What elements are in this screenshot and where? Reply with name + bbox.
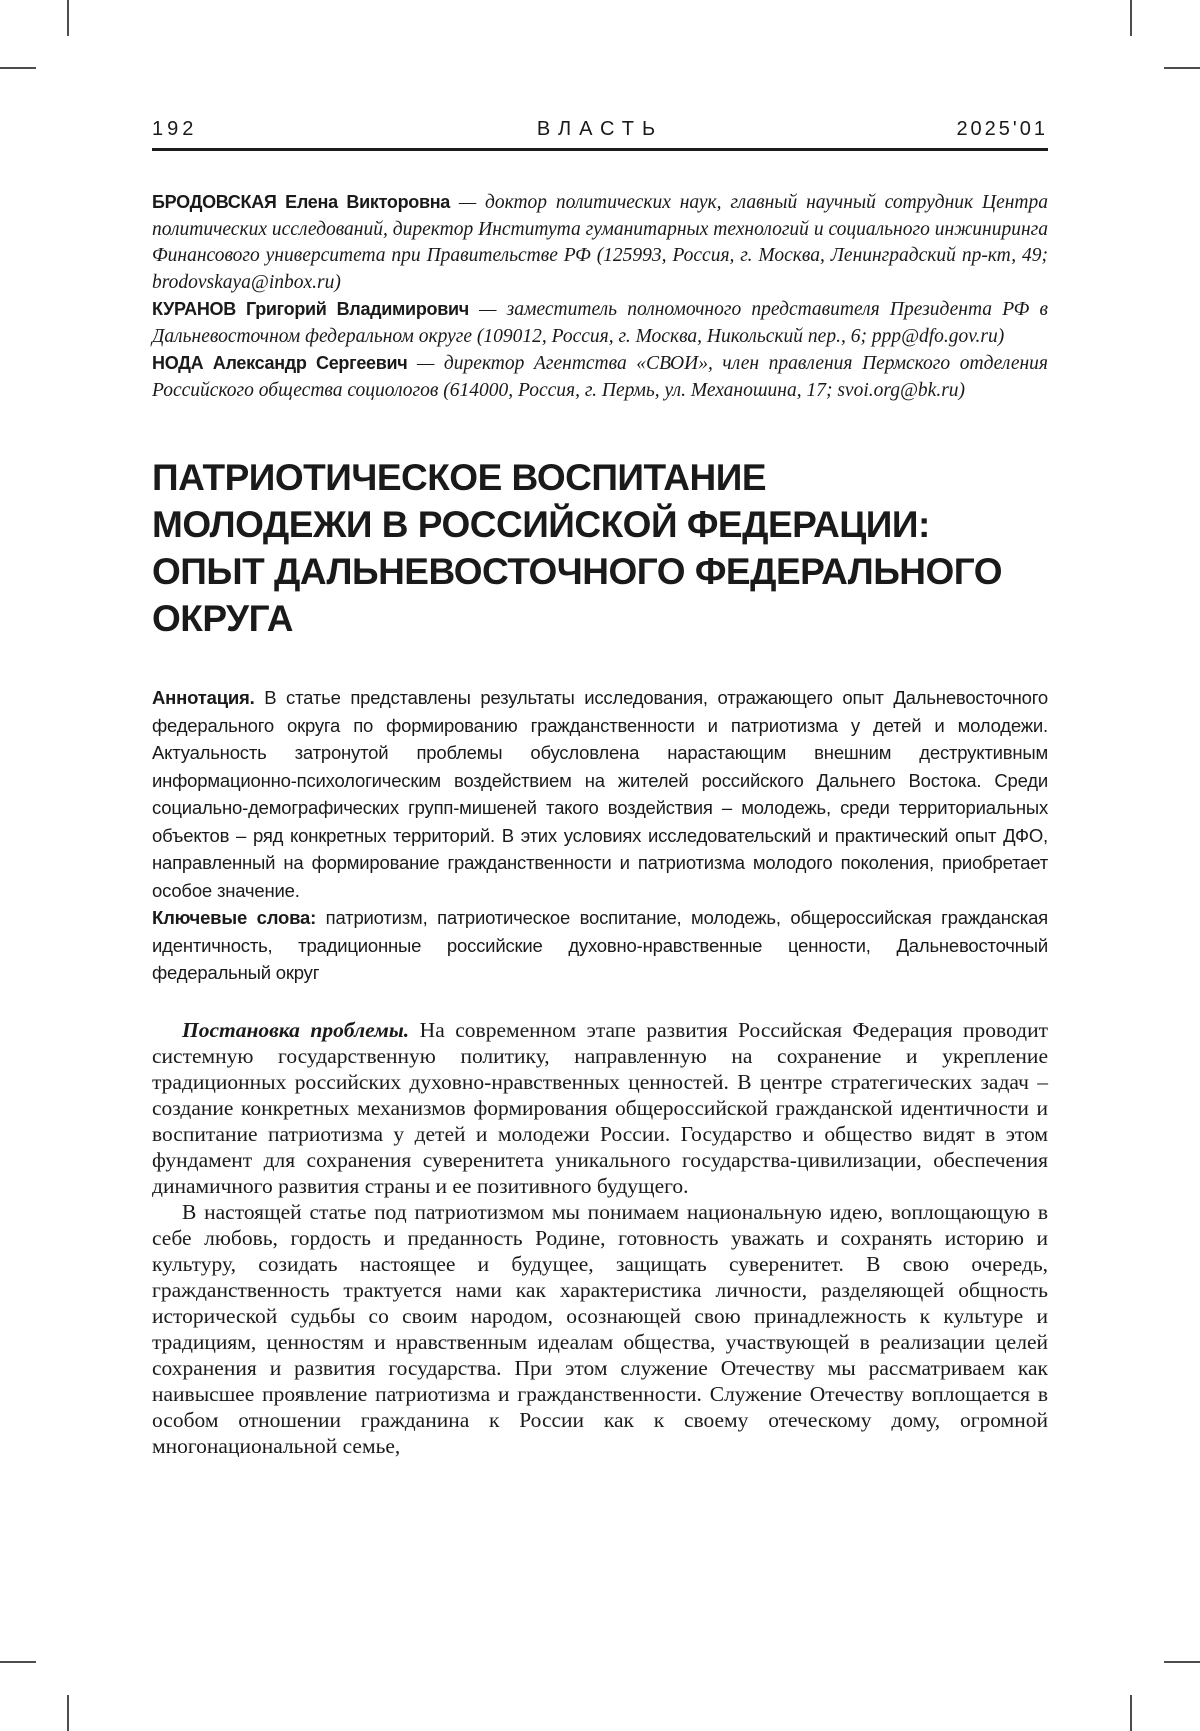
paragraph-text: На современном этапе развития Российская Федерация проводит системную государственную политику, направленную на сохранение и укрепление традиционных российских духовно-нравственных ценностей. В центре стратегических задач – создание конкретных механизмов формирования общероссийской гражданской идентичности и воспитание патриотизма у детей и молодежи России. Государство и общество видят в этом фундамент для сохранения суверенитета уникального государства-цивилизации, обеспечения динамичного развития страны и ее позитивного будущего. (152, 1017, 1048, 1198)
paragraph-text: В настоящей статье под патриотизмом мы понимаем национальную идею, воплощающую в себе любовь, гордость и преданность Родине, готовность уважать и сохранять историю и культуру, созидать настоящее и будущее, защищать суверенитет. В свою очередь, гражданственность трактуется нами как характеристика личности, разделяющей общность исторической судьбы со своим народом, осознающей свою принадлежность к культуре и традициям, ценностям и нравственным идеалам общества, участвующей в реализации целей сохранения и развития государства. При этом служение Отечеству мы рассматриваем как наивысшее проявление патриотизма и гражданственности. Служение Отечеству воплощается в особом отношении гражданина к России как к своему отеческому дому, огромной многонациональной семье, (152, 1199, 1048, 1458)
keywords-paragraph (152, 904, 1048, 987)
article-body (152, 1017, 1048, 1459)
crop-mark-top-left-vertical (67, 0, 69, 36)
crop-mark-top-right-horizontal (1164, 67, 1200, 69)
body-paragraph (152, 1017, 1048, 1199)
abstract-text: В статье представлены результаты исследования, отражающего опыт Дальневосточного федерального округа по формированию гражданственности и патриотизма у детей и молодежи. Актуальность затронутой проблемы обусловлена нарастающим внешним деструктивным информационно-психологическим воздействием на жителей российского Дальнего Востока. Среди социально-демографических групп-мишеней такого воздействия – молодежь, среди территориальных объектов – ряд конкретных территорий. В этих условиях исследовательский и практический опыт ДФО, направленный на формирование гражданственности и патриотизма молодого поколения, приобретает особое значение. (152, 687, 1048, 901)
keywords-label: Ключевые слова: (152, 907, 317, 928)
author-bio: — заместитель полномочного представителя Президента РФ в Дальневосточном федеральном округе (109012, Россия, г. Москва, Никольский пер., 6; ppp@dfo.gov.ru) (152, 299, 1048, 347)
paragraph-lead: Постановка проблемы. (182, 1017, 410, 1042)
page-content (152, 0, 1048, 1459)
abstract-paragraph (152, 684, 1048, 904)
crop-mark-bottom-right-horizontal (1164, 1661, 1200, 1663)
author-name: БРОДОВСКАЯ Елена Викторовна (152, 192, 451, 212)
abstract-label: Аннотация. (152, 687, 255, 708)
issue-number: 2025'01 (956, 118, 1048, 140)
keywords-text: патриотизм, патриотическое воспитание, молодежь, общероссийская гражданская идентичность, традиционные российские духовно-нравственные ценности, Дальневосточный федеральный округ (152, 907, 1048, 983)
crop-mark-bottom-right-vertical (1130, 1695, 1132, 1731)
journal-title: ВЛАСТЬ (536, 118, 664, 140)
authors-block (152, 189, 1048, 404)
page-number: 192 (152, 118, 198, 140)
crop-mark-top-right-vertical (1130, 0, 1132, 36)
author-entry (152, 189, 1048, 296)
author-bio: — доктор политических наук, главный научный сотрудник Центра политических исследований, директор Института гуманитарных технологий и социального инжиниринга Финансового университета при Правительстве РФ (125993, Россия, г. Москва, Ленинградский пр-кт, 49; brodovskaya@inbox.ru) (152, 192, 1048, 293)
author-entry (152, 296, 1048, 350)
crop-mark-top-left-horizontal (0, 67, 36, 69)
author-bio: — директор Агентства «СВОИ», член правления Пермского отделения Российского общества социологов (614000, Россия, г. Пермь, ул. Механошина, 17; svoi.org@bk.ru) (152, 353, 1048, 401)
body-paragraph (152, 1199, 1048, 1459)
abstract-block (152, 684, 1048, 987)
article-title: ПАТРИОТИЧЕСКОЕ ВОСПИТАНИЕ МОЛОДЕЖИ В РОССИЙСКОЙ ФЕДЕРАЦИИ: ОПЫТ ДАЛЬНЕВОСТОЧНОГО ФЕДЕРАЛЬНОГО ОКРУГА (152, 457, 1003, 639)
crop-mark-bottom-left-vertical (67, 1695, 69, 1731)
running-head (152, 118, 1048, 151)
author-entry (152, 350, 1048, 404)
author-name: КУРАНОВ Григорий Владимирович (152, 299, 469, 319)
author-name: НОДА Александр Сергеевич (152, 353, 408, 373)
crop-mark-bottom-left-horizontal (0, 1661, 36, 1663)
